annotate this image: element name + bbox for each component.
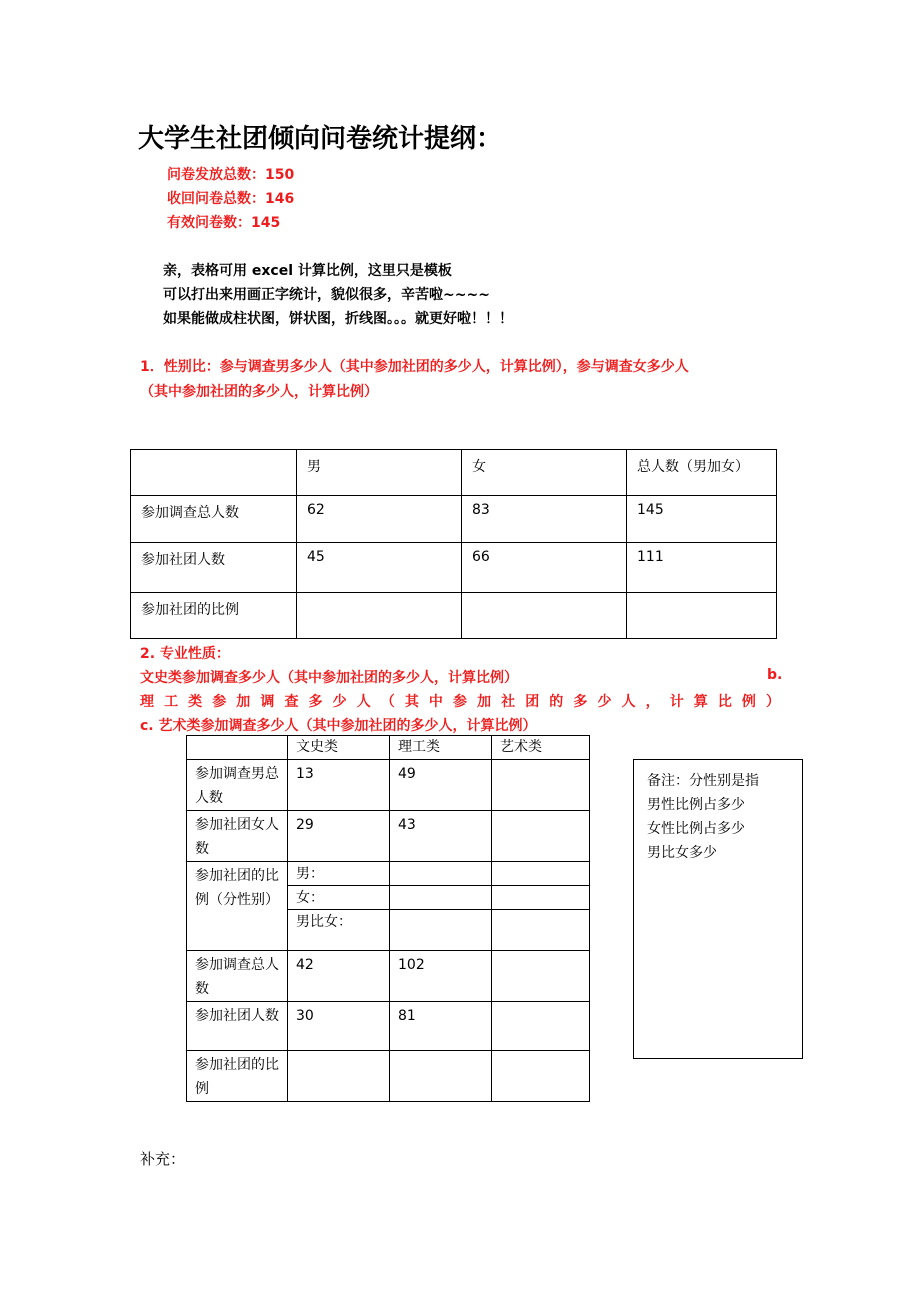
table-cell (390, 910, 492, 951)
table-row (187, 862, 590, 886)
table-row (187, 951, 590, 1002)
table-cell: 83 (462, 496, 627, 543)
table-cell (297, 593, 462, 639)
table-row (131, 496, 777, 543)
table-cell (390, 886, 492, 910)
table-cell: 66 (462, 543, 627, 593)
stat-valid: 有效问卷数：145 (167, 215, 281, 231)
table-cell: 42 (288, 951, 390, 1002)
table-row (187, 1002, 590, 1051)
table-header: 女 (462, 450, 627, 496)
note-line: 亲，表格可用 excel 计算比例，这里只是模板 (163, 263, 452, 279)
table-cell (131, 450, 297, 496)
table-row (131, 593, 777, 639)
table-cell: 81 (390, 1002, 492, 1051)
ratio-male: 男： (288, 862, 390, 886)
table-cell: 145 (627, 496, 777, 543)
table-row (187, 811, 590, 862)
table-cell (492, 811, 590, 862)
row-label: 参加社团女人数 (187, 811, 288, 862)
section2-heading: 2. 专业性质： (140, 646, 230, 662)
section1-line1: 1．性别比：参与调查男多少人（其中参加社团的多少人，计算比例），参与调查女多少人 (140, 359, 689, 375)
table-cell: 29 (288, 811, 390, 862)
side-note-line: 男性比例占多少 (647, 797, 745, 813)
table-cell (390, 1051, 492, 1102)
gender-table (130, 449, 777, 639)
row-label: 参加社团人数 (187, 1002, 288, 1051)
table-header: 艺术类 (492, 736, 590, 760)
table-cell: 102 (390, 951, 492, 1002)
table-cell: 43 (390, 811, 492, 862)
stat-returned: 收回问卷总数：146 (167, 191, 295, 207)
table-cell (288, 1051, 390, 1102)
ratio-female: 女： (288, 886, 390, 910)
ratio-male-to-female: 男比女： (288, 910, 390, 951)
table-cell (492, 862, 590, 886)
table-cell: 62 (297, 496, 462, 543)
table-cell (492, 760, 590, 811)
section1-line2: （其中参加社团的多少人，计算比例） (140, 384, 378, 400)
table-cell (462, 593, 627, 639)
row-label: 参加社团人数 (131, 543, 297, 593)
row-label: 参加调查男总人数 (187, 760, 288, 811)
row-label: 参加社团的比例 (187, 1051, 288, 1102)
note-line: 可以打出来用画正字统计，貌似很多，辛苦啦~~~~ (163, 287, 490, 303)
table-cell (390, 862, 492, 886)
page-title: 大学生社团倾向问卷统计提纲： (138, 124, 503, 154)
table-header: 文史类 (288, 736, 390, 760)
table-header: 男 (297, 450, 462, 496)
table-row (187, 1051, 590, 1102)
side-note-line: 女性比例占多少 (647, 821, 745, 837)
side-note-line: 备注：分性别是指 (647, 773, 759, 789)
major-table (186, 735, 590, 1102)
table-cell: 49 (390, 760, 492, 811)
section2-line-c: c. 艺术类参加调查多少人（其中参加社团的多少人，计算比例） (140, 718, 537, 734)
table-header-row (131, 450, 777, 496)
table-cell (627, 593, 777, 639)
side-note-box (633, 759, 803, 1059)
table-cell (187, 736, 288, 760)
table-header-row (187, 736, 590, 760)
table-header: 理工类 (390, 736, 492, 760)
table-header: 总人数（男加女） (627, 450, 777, 496)
stat-distributed: 问卷发放总数：150 (167, 167, 295, 183)
table-cell (492, 1002, 590, 1051)
row-label: 参加社团的比例（分性别） (187, 862, 288, 951)
section2-line-b: 理工类参加调查多少人（其中参加社团的多少人，计算比例） (140, 694, 780, 710)
side-note-line: 男比女多少 (647, 845, 717, 861)
table-cell: 13 (288, 760, 390, 811)
table-cell (492, 910, 590, 951)
table-cell (492, 1051, 590, 1102)
table-cell: 45 (297, 543, 462, 593)
table-cell (492, 886, 590, 910)
row-label: 参加调查总人数 (187, 951, 288, 1002)
section2-line-a: 文史类参加调查多少人（其中参加社团的多少人，计算比例） (140, 670, 518, 686)
table-row (131, 543, 777, 593)
table-cell (492, 951, 590, 1002)
table-cell: 30 (288, 1002, 390, 1051)
row-label: 参加社团的比例 (131, 593, 297, 639)
table-row (187, 760, 590, 811)
table-cell: 111 (627, 543, 777, 593)
section2-label-b: b. (767, 667, 783, 683)
supplement-label: 补充： (140, 1150, 186, 1168)
note-line: 如果能做成柱状图，饼状图，折线图。。。就更好啦！！！ (163, 311, 513, 327)
row-label: 参加调查总人数 (131, 496, 297, 543)
